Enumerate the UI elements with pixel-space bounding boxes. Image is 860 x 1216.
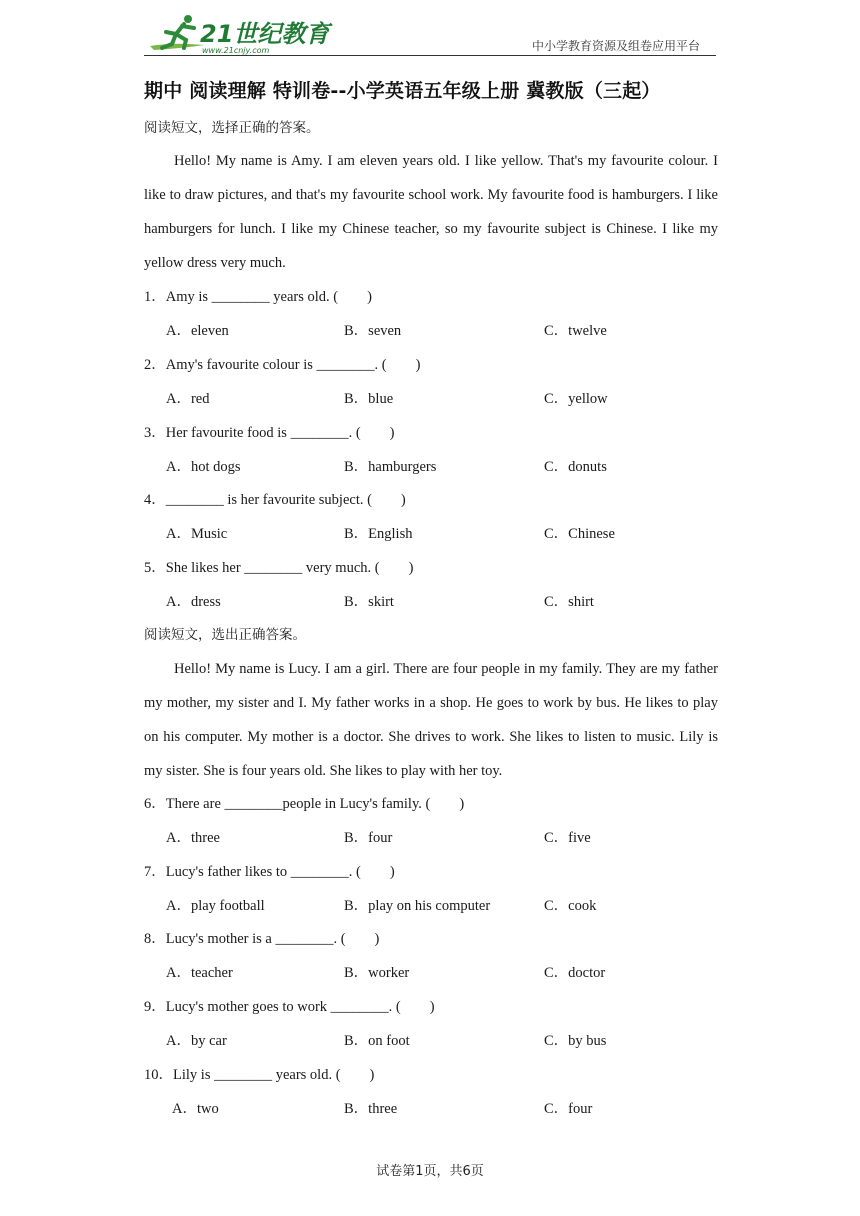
- logo: [144, 12, 330, 56]
- q4-option-a[interactable]: A．Music: [166, 526, 228, 542]
- svg-text:21世纪教育: 21世纪教育: [200, 20, 330, 48]
- q7-option-b[interactable]: B．play on his computer: [344, 898, 491, 914]
- svg-text:www.21cnjy.com: www.21cnjy.com: [202, 46, 270, 55]
- q4-option-c[interactable]: C．Chinese: [544, 526, 615, 542]
- section-1-passage: Hello! My name is Amy. I am eleven years old. I like yellow. That's my favourite colour. I like to draw pictures, and that's my favourite school work. My favourite food is hamburgers. I like hamburgers for lunch. I like my Chinese teacher, so my favourite subject is Chinese. I like my yellow dress very much.: [144, 153, 718, 271]
- question-7: 7．Lucy's father likes to ________. ( ): [144, 864, 395, 880]
- question-8: 8．Lucy's mother is a ________. ( ): [144, 931, 380, 947]
- q5-option-b[interactable]: B．skirt: [344, 594, 394, 610]
- q9-option-c[interactable]: C．by bus: [544, 1033, 607, 1049]
- section-2-instruction: 阅读短文，选出正确答案。: [144, 627, 306, 643]
- platform-label: 中小学教育资源及组卷应用平台: [531, 39, 700, 53]
- section-2-passage: Hello! My name is Lucy. I am a girl. There are four people in my family. They are my father my mother, my sister and I. My father works in a shop. He goes to work by bus. He likes to play on his computer. My mother is a doctor. She drives to work. She likes to listen to music. Lily is my sister. She is four years old. She likes to play with her toy.: [144, 661, 718, 779]
- section-1-instruction: 阅读短文，选择正确的答案。: [144, 120, 320, 136]
- q3-option-a[interactable]: A．hot dogs: [166, 459, 241, 475]
- q5-option-c[interactable]: C．shirt: [544, 594, 594, 610]
- q10-option-c[interactable]: C．four: [544, 1101, 593, 1117]
- q10-option-b[interactable]: B．three: [344, 1101, 398, 1117]
- page-footer: 试卷第1页，共6页: [376, 1164, 484, 1179]
- question-2: 2．Amy's favourite colour is ________. ( ): [144, 357, 421, 373]
- q7-option-c[interactable]: C．cook: [544, 898, 597, 914]
- page-title: 期中 阅读理解 特训卷--小学英语五年级上册 冀教版（三起）: [144, 80, 661, 102]
- q9-option-a[interactable]: A．by car: [166, 1033, 227, 1049]
- page-header: [144, 10, 716, 56]
- runner-logo-icon: [144, 12, 330, 56]
- q6-option-a[interactable]: A．three: [166, 830, 220, 846]
- q2-option-a[interactable]: A．red: [166, 391, 210, 407]
- q10-option-a[interactable]: A．two: [172, 1101, 219, 1117]
- q9-option-b[interactable]: B．on foot: [344, 1033, 410, 1049]
- q8-option-a[interactable]: A．teacher: [166, 965, 233, 981]
- question-3: 3．Her favourite food is ________. ( ): [144, 425, 395, 441]
- q8-option-b[interactable]: B．worker: [344, 965, 410, 981]
- question-10: 10．Lily is ________ years old. ( ): [144, 1067, 375, 1083]
- q4-option-b[interactable]: B．English: [344, 526, 413, 542]
- q6-option-c[interactable]: C．five: [544, 830, 591, 846]
- question-9: 9．Lucy's mother goes to work ________. ( ): [144, 999, 435, 1015]
- question-5: 5．She likes her ________ very much. ( ): [144, 560, 414, 576]
- q1-option-b[interactable]: B．seven: [344, 323, 402, 339]
- q1-option-c[interactable]: C．twelve: [544, 323, 607, 339]
- q2-option-c[interactable]: C．yellow: [544, 391, 608, 407]
- question-1: 1．Amy is ________ years old. ( ): [144, 289, 372, 305]
- q1-option-a[interactable]: A．eleven: [166, 323, 229, 339]
- q5-option-a[interactable]: A．dress: [166, 594, 221, 610]
- question-4: 4．________ is her favourite subject. ( ): [144, 492, 406, 508]
- question-6: 6．There are ________people in Lucy's family. ( ): [144, 796, 465, 812]
- q7-option-a[interactable]: A．play football: [166, 898, 265, 914]
- q3-option-c[interactable]: C．donuts: [544, 459, 607, 475]
- q8-option-c[interactable]: C．doctor: [544, 965, 606, 981]
- q6-option-b[interactable]: B．four: [344, 830, 393, 846]
- q2-option-b[interactable]: B．blue: [344, 391, 394, 407]
- q3-option-b[interactable]: B．hamburgers: [344, 459, 437, 475]
